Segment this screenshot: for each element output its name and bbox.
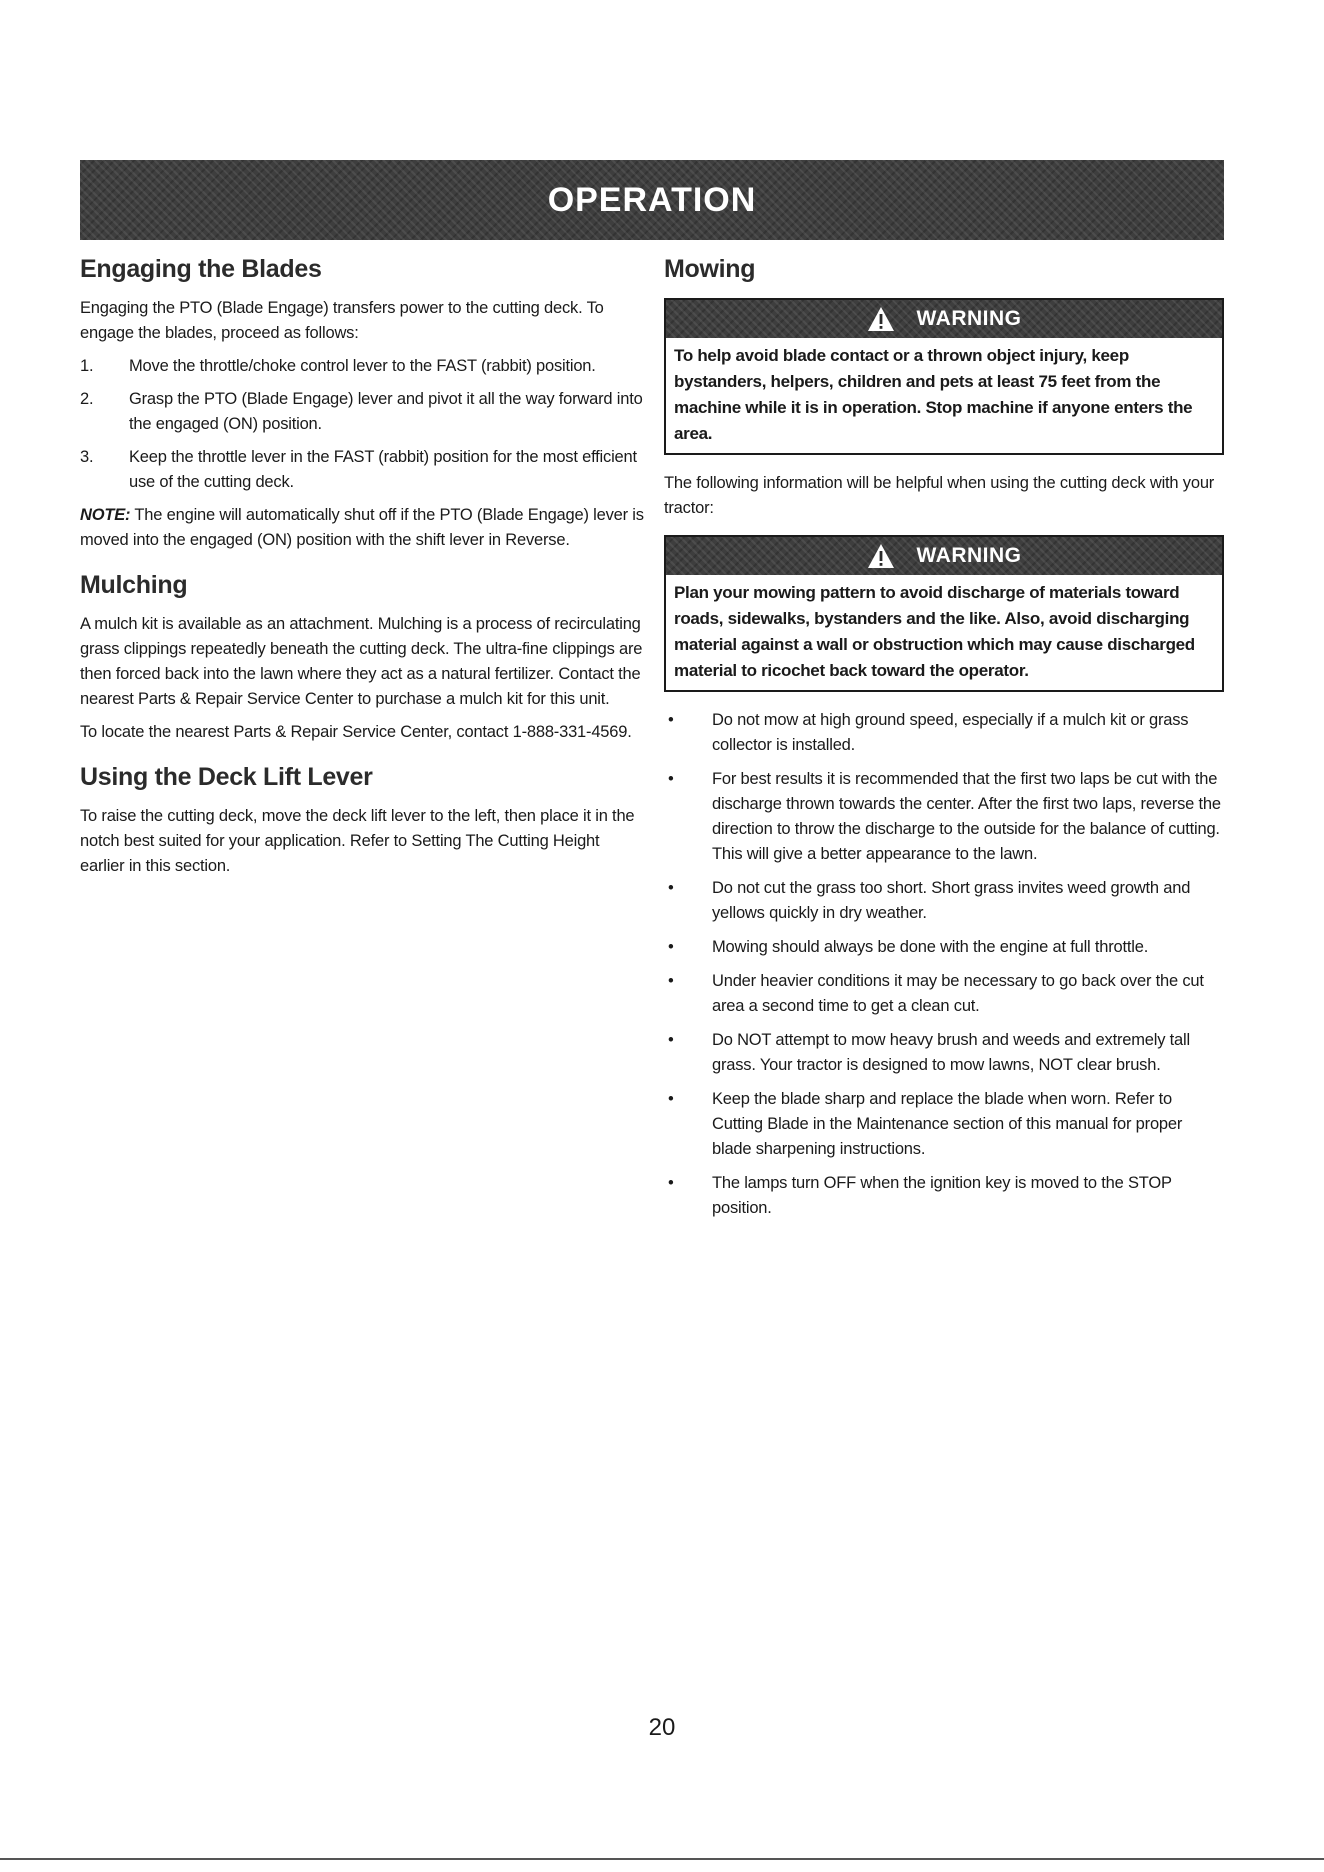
list-item	[664, 969, 1224, 1019]
section-banner	[80, 160, 1224, 240]
list-item-text: Do NOT attempt to mow heavy brush and weeds and extremely tall grass. Your tractor is designed to mow lawns, NOT clear brush.	[712, 1031, 1190, 1074]
list-item-text: Mowing should always be done with the engine at full throttle.	[712, 938, 1149, 956]
page-number: 20	[648, 1714, 676, 1741]
list-item	[664, 876, 1224, 926]
list-item-text: For best results it is recommended that the first two laps be cut with the discharge thrown towards the center. After the first two laps, reverse the direction to throw the discharge to the outside for the balance of cutting. This will give a better appearance to the lawn.	[712, 770, 1221, 863]
warning-triangle-icon	[867, 543, 895, 569]
warning-box	[664, 535, 1224, 692]
left-column	[80, 255, 646, 887]
warning-box	[664, 298, 1224, 455]
step-number: 1.	[80, 357, 94, 375]
page-bottom-rule	[0, 1858, 1324, 1860]
mulching-contact: To locate the nearest Parts & Repair Service Center, contact 1-888-331-4569.	[80, 723, 632, 741]
heading-mowing: Mowing	[664, 255, 756, 283]
warning-title: WARNING	[916, 544, 1022, 567]
engaging-intro: Engaging the PTO (Blade Engage) transfers power to the cutting deck. To engage the blades, proceed as follows:	[80, 299, 604, 342]
warning-text: Plan your mowing pattern to avoid discharge of materials toward roads, sidewalks, bystanders and the like. Also, avoid discharging material against a wall or obstruction which may cause discharged material to ricochet back toward the operator.	[674, 583, 1195, 680]
list-item	[664, 1087, 1224, 1162]
heading-engaging-blades: Engaging the Blades	[80, 255, 322, 283]
step-item	[80, 445, 646, 495]
step-text: Keep the throttle lever in the FAST (rabbit) position for the most efficient use of the cutting deck.	[129, 448, 637, 491]
note-text: The engine will automatically shut off if the PTO (Blade Engage) lever is moved into the engaged (ON) position with the shift lever in Reverse.	[80, 506, 644, 549]
step-item	[80, 354, 646, 379]
list-item	[664, 767, 1224, 867]
warning-text: To help avoid blade contact or a thrown object injury, keep bystanders, helpers, children and pets at least 75 feet from the machine while it is in operation. Stop machine if anyone enters the area.	[674, 346, 1193, 443]
mulching-paragraph: A mulch kit is available as an attachment. Mulching is a process of recirculating grass clippings repeatedly beneath the cutting deck. The ultra-fine clippings are then forced back into the lawn where they act as a natural fertilizer. Contact the nearest Parts & Repair Service Center to purchase a mulch kit for this unit.	[80, 615, 643, 708]
bullet-icon: •	[668, 711, 674, 729]
bullet-icon: •	[668, 770, 674, 788]
note-label: NOTE:	[80, 506, 131, 524]
deck-lift-paragraph: To raise the cutting deck, move the deck lift lever to the left, then place it in the notch best suited for your application. Refer to Setting The Cutting Height earlier in this section.	[80, 807, 635, 875]
bullet-icon: •	[668, 938, 674, 956]
warning-triangle-icon	[867, 306, 895, 332]
warning-title: WARNING	[916, 307, 1022, 330]
step-text: Move the throttle/choke control lever to the FAST (rabbit) position.	[129, 357, 596, 375]
section-title: OPERATION	[547, 180, 757, 219]
bullet-icon: •	[668, 879, 674, 897]
warning-header	[666, 537, 1222, 575]
list-item-text: Keep the blade sharp and replace the blade when worn. Refer to Cutting Blade in the Maintenance section of this manual for proper blade sharpening instructions.	[712, 1090, 1183, 1158]
step-number: 2.	[80, 390, 94, 408]
engaging-note	[80, 503, 646, 553]
list-item	[664, 708, 1224, 758]
mowing-tips-list	[664, 708, 1224, 1221]
engaging-steps	[80, 354, 646, 495]
list-item	[664, 935, 1224, 960]
bullet-icon: •	[668, 1031, 674, 1049]
step-item	[80, 387, 646, 437]
list-item	[664, 1028, 1224, 1078]
heading-mulching: Mulching	[80, 571, 188, 599]
list-item-text: The lamps turn OFF when the ignition key is moved to the STOP position.	[712, 1174, 1172, 1217]
heading-deck-lift: Using the Deck Lift Lever	[80, 763, 373, 791]
step-text: Grasp the PTO (Blade Engage) lever and pivot it all the way forward into the engaged (ON) position.	[129, 390, 643, 433]
list-item-text: Under heavier conditions it may be necessary to go back over the cut area a second time to get a clean cut.	[712, 972, 1204, 1015]
mowing-info: The following information will be helpful when using the cutting deck with your tractor:	[664, 474, 1215, 517]
step-number: 3.	[80, 448, 94, 466]
bullet-icon: •	[668, 1174, 674, 1192]
warning-header	[666, 300, 1222, 338]
bullet-icon: •	[668, 972, 674, 990]
right-column	[664, 255, 1224, 1230]
list-item-text: Do not cut the grass too short. Short grass invites weed growth and yellows quickly in dry weather.	[712, 879, 1191, 922]
list-item-text: Do not mow at high ground speed, especially if a mulch kit or grass collector is installed.	[712, 711, 1189, 754]
bullet-icon: •	[668, 1090, 674, 1108]
list-item	[664, 1171, 1224, 1221]
